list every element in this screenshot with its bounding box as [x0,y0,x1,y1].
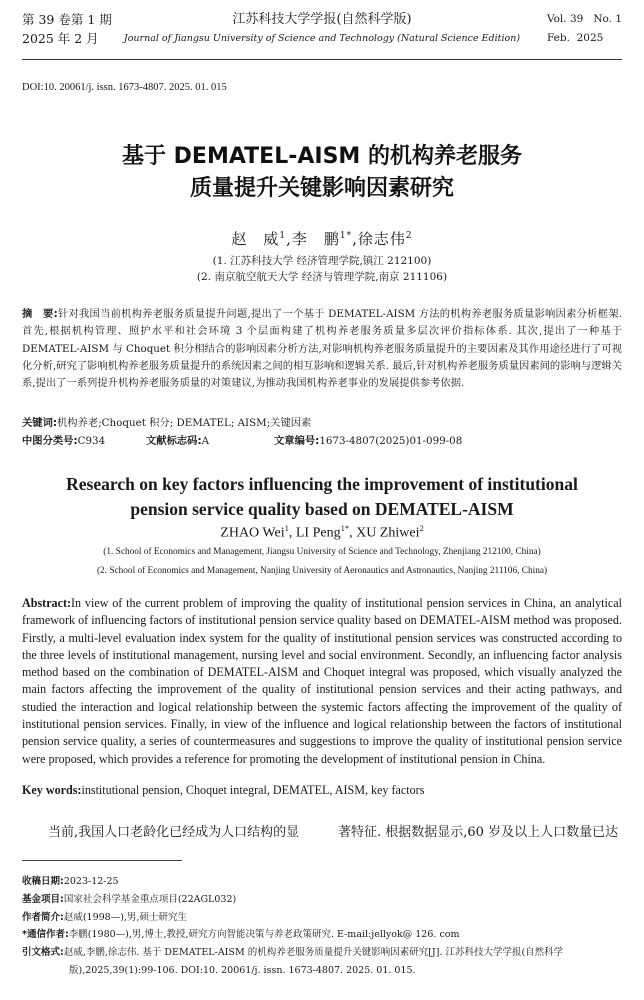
affiliation-en-1: (1. School of Economics and Management, Jiangsu University of Science and Technology, Zhenjiang 212100, China) [103,547,541,557]
chinese-title [0,141,644,205]
english-abstract-text: In view of the current problem of improving the quality of institutional pension services in China, an analytical framework of influencing factors of institutional pension service quality based on DEMATEL-AISM method was proposed. Firstly, a multi-level evaluation index system for the quality of institutional pension services was constructed according to the three levels of institutional management, nursing level and social environment. Secondly, an influencing factor analysis method based on the combination of DEMATEL-AISM and Choquet integral was proposed, which visually analyzed the main factors affecting the improvement of the quality of institutional pension services and their acting pathways, and studied the interaction and logical relationship between the systemic factors affecting the improvement of the quality of institutional pension services. Finally, in view of the influence and logical relationship between the factors of institutional pension service quality, a series of countermeasures and suggestions to improve the quality of institutional pension service were proposed, which provides a reference for promoting the development of institutional pension in China. [22,596,622,766]
footnote-citation-value: 赵威,李鹏,徐志伟. 基于 DEMATEL-AISM 的机构养老服务质量提升关键影响因素研究[J]. 江苏科技大学学报(自然科学版),2025,39(1):99-106. DOI:10. 20061/j. issn. 1673-4807. 2025. 01. 015. [63,947,564,976]
author-en-3-mark: 2 [419,523,424,533]
body-text-left-column: 当前,我国人口老龄化已经成为人口结构的显 [48,825,300,840]
english-title [0,472,644,522]
chinese-abstract [22,306,622,392]
footnote-received-value: 2023-12-25 [63,876,119,887]
document-code-label: 文献标志码: [146,435,202,447]
clc-label: 中图分类号: [22,435,78,447]
author-cn-1-mark: 1 [279,231,287,241]
english-keywords-text: institutional pension, Choquet integral, DEMATEL, AISM, key factors [81,783,425,797]
footnote-corresponding-value: 李鹏(1980—),男,博士,教授,研究方向智能决策与养老政策研究. E-mail:jellyok@ 126. com [68,929,460,941]
author-cn-2-mark: 1* [339,231,353,241]
header-date-en: Feb. 2025 [546,32,604,44]
header-volume-cn: 第 39 卷第 1 期 [22,12,112,27]
footnote-fund [22,891,622,909]
footnote-author-label: 作者简介: [22,911,64,923]
author-en-2-mark: 1* [340,523,350,533]
footnote-corresponding-label: *通信作者: [22,929,69,941]
header-date-cn: 2025 年 2 月 [22,31,99,46]
author-cn-2: 李 鹏 [291,230,340,248]
english-title-line2: pension service quality based on DEMATEL-AISM [130,499,514,519]
footnote-citation [22,944,622,980]
document-code-value: A [201,435,210,447]
chinese-title-line1: 基于 DEMATEL-AISM 的机构养老服务 [122,144,522,169]
chinese-authors: 赵 威$^1$,李 鹏$^{1*}$,徐志伟$^2$ [231,230,413,248]
footnote-citation-label: 引文格式: [22,947,64,959]
chinese-keywords-label: 关键词: [22,417,58,429]
header-journal-en: Journal of Jiangsu University of Science and Technology (Natural Science Edition) [123,33,521,44]
english-authors: ZHAO Wei$^1$, LI Peng$^{1*}$, XU Zhiwei$^2$ [220,523,424,541]
english-keywords-label: Key words: [22,783,82,797]
article-number-label: 文章编号: [274,435,320,447]
footnote-corresponding [22,926,622,944]
footnote-received [22,873,622,891]
chinese-title-line2: 质量提升关键影响因素研究 [189,176,454,201]
author-en-1: ZHAO Wei [220,525,285,541]
header-journal-cn: 江苏科技大学学报(自然科学版) [232,12,412,27]
chinese-abstract-label: 摘 要: [22,308,58,320]
english-keywords [22,782,622,799]
affiliation-cn-1: (1. 江苏科技大学 经济管理学院,镇江 212100) [212,255,432,267]
chinese-keywords-text: 机构养老;Choquet 积分; DEMATEL; AISM;关键因素 [57,417,312,429]
author-en-3: XU Zhiwei [356,525,420,541]
author-cn-3-mark: 2 [405,231,413,241]
body-text-right-column: 著特征. 根据数据显示,60 岁及以上人口数量已达 [338,825,619,840]
running-header [22,10,622,56]
footnote-rule [22,860,182,861]
header-center [22,10,622,48]
footnotes [22,873,622,980]
header-right [547,10,622,48]
chinese-abstract-text: 针对我国当前机构养老服务质量提升问题,提出了一个基于 DEMATEL-AISM 方法的机构养老服务质量影响因素分析框架. 首先,根据机构管理、照护水平和社会环境 3 个层面构建了机构养老服务质量多层次评价指标体系. 其次,提出了一种基于 DEMATEL-AISM 与 Choquet 积分相结合的影响因素分析方法,对影响机构养老服务质量提升的主要因素及其作用途径进行了可视化分析,研究了影响机构养老服务质量提升的系统因素之间的相互影响和逻辑关系. 最后,针对机构养老服务质量因素间的影响与逻辑关系,提出了一系列提升机构养老服务质量的对策建议,为推动我国机构养老事业的发展提供参考依据. [22,308,623,390]
article-number [274,433,462,450]
clc-number [22,433,105,450]
english-affiliations [0,543,644,581]
author-en-2: LI Peng [295,525,341,541]
affiliation-en-2: (2. School of Economics and Management, Nanjing University of Aeronautics and Astronautics, Nanjing 211106, China) [96,566,548,576]
chinese-affiliations [0,253,644,285]
footnote-fund-value: 国家社会科学基金重点项目(22AGL032) [63,893,237,905]
author-cn-3: 徐志伟 [357,230,406,248]
article-number-value: 1673-4807(2025)01-099-08 [319,435,463,447]
footnote-author [22,909,622,927]
author-en-1-mark: 1 [284,523,289,533]
affiliation-cn-2: (2. 南京航空航天大学 经济与管理学院,南京 211106) [196,271,448,283]
english-abstract [22,595,622,768]
header-volume-en: Vol. 39 No. 1 [546,13,622,25]
footnote-fund-label: 基金项目: [22,893,64,905]
footnote-author-value: 赵威(1998—),男,硕士研究生 [63,911,187,923]
clc-value: C934 [77,435,106,447]
footnote-received-label: 收稿日期: [22,876,64,887]
english-title-line1: Research on key factors influencing the improvement of institutional [66,474,578,494]
header-rule [22,59,622,60]
doi: DOI:10. 20061/j. issn. 1673-4807. 2025. 01. 015 [22,82,227,93]
english-abstract-label: Abstract: [22,596,72,610]
document-code [146,433,209,450]
chinese-keywords [22,415,622,432]
author-cn-1: 赵 威 [231,230,280,248]
